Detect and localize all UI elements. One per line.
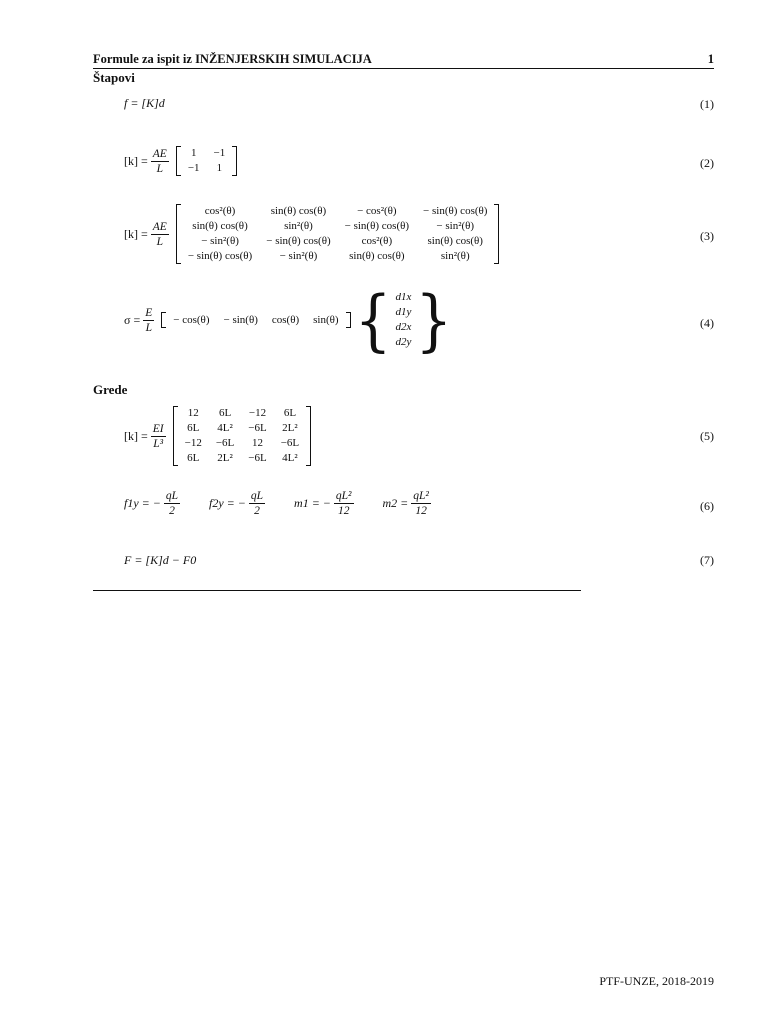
matrix-cell: − sin(θ) cos(θ) (266, 235, 331, 247)
matrix-cell: 2L² (217, 452, 233, 464)
document-title: Formule za ispit iz INŽENJERSKIH SIMULACIJA (93, 52, 372, 66)
header-rule (93, 68, 714, 69)
m1-expression: m1 = − $\frac{\text{qL²}}{12}$ (294, 490, 352, 517)
equation-3-fraction: $\frac{AE}{L}$ (152, 220, 167, 248)
right-brace: } (415, 280, 453, 360)
matrix-cell: 4L² (282, 452, 298, 464)
equation-2-number: (2) (700, 156, 714, 170)
matrix-cell: sin(θ) cos(θ) (427, 235, 483, 247)
matrix-cell: − sin²(θ) (436, 220, 475, 232)
matrix-cell: 6L (187, 422, 200, 434)
matrix-cell: sin²(θ) (284, 220, 313, 232)
matrix-cell: 12 (187, 407, 199, 419)
matrix-cell: 4L² (217, 422, 233, 434)
matrix-cell: 6L (187, 452, 200, 464)
matrix-cell: − sin²(θ) (279, 250, 318, 262)
row-vector-cell: sin(θ) (313, 313, 339, 326)
row-vector-cell: − sin(θ) (223, 313, 258, 326)
matrix-cell: 12 (252, 437, 263, 449)
equation-1-number: (1) (700, 97, 714, 111)
matrix-cell: sin²(θ) (440, 250, 470, 262)
equation-6-number: (6) (700, 499, 714, 513)
equation-4-number: (4) (700, 316, 714, 330)
matrix-cell: sin(θ) cos(θ) (192, 220, 248, 232)
matrix-cell: −1 (187, 162, 200, 174)
matrix-cell: −6L (215, 437, 235, 449)
equation-3-lhs: [k] = (124, 226, 148, 241)
page-number: 1 (707, 52, 714, 66)
vector-entry: d1y (395, 306, 412, 318)
equation-5-lhs: [k] = (124, 428, 148, 443)
matrix-cell: − sin²(θ) (201, 235, 239, 247)
equation-2-matrix (176, 146, 237, 176)
f2y-expression: f2y = − $\frac{qL}{2}$ (209, 490, 264, 517)
vector-entry: d1x (395, 291, 412, 303)
matrix-cell: cos²(θ) (361, 235, 393, 247)
equation-5-matrix (173, 406, 312, 466)
equation-5 (124, 406, 315, 466)
matrix-cell: sin(θ) cos(θ) (349, 250, 405, 262)
equation-1: f = [K]d (124, 96, 165, 110)
equation-3-number: (3) (700, 229, 714, 243)
matrix-cell: −6L (280, 437, 300, 449)
row-vector-cell: − cos(θ) (173, 313, 210, 326)
equation-3-matrix (176, 204, 500, 264)
matrix-cell: 1 (190, 147, 197, 159)
m2-expression: m2 = $\frac{\text{qL²}}{12}$ (382, 490, 429, 517)
matrix-cell: −6L (248, 422, 267, 434)
equation-6 (124, 490, 460, 517)
matrix-cell: 6L (218, 407, 232, 419)
equation-4 (124, 280, 453, 360)
equation-3 (124, 204, 503, 264)
equation-7-number: (7) (700, 553, 714, 567)
equation-4-column-vector (392, 290, 416, 350)
section-heading-stapovi: Štapovi (93, 70, 135, 85)
vector-entry: d2y (395, 336, 412, 348)
equation-4-lhs: σ = (124, 312, 141, 327)
equation-4-row-vector (161, 312, 350, 328)
equation-5-number: (5) (700, 429, 714, 443)
content-end-rule (93, 590, 581, 591)
matrix-cell: −1 (213, 147, 226, 159)
equation-2 (124, 146, 241, 176)
matrix-cell: −12 (248, 407, 267, 419)
matrix-cell: 1 (216, 162, 223, 174)
row-vector-cell: cos(θ) (271, 313, 300, 326)
equation-5-fraction: $\frac{EI}{\text{L³}}$ (152, 422, 164, 450)
equation-4-fraction: $\frac{E}{L}$ (145, 306, 153, 334)
equation-2-lhs: [k] = (124, 153, 148, 168)
vector-entry: d2x (395, 321, 412, 333)
equation-7: F = [K]d − F0 (124, 553, 197, 567)
f1y-expression: f1y = − $\frac{qL}{2}$ (124, 490, 179, 517)
matrix-cell: − sin(θ) cos(θ) (423, 205, 488, 217)
matrix-cell: − sin(θ) cos(θ) (344, 220, 410, 232)
matrix-cell: 2L² (282, 422, 298, 434)
matrix-cell: −6L (248, 452, 267, 464)
matrix-cell: cos²(θ) (204, 205, 236, 217)
matrix-cell: sin(θ) cos(θ) (270, 205, 327, 217)
matrix-cell: − cos²(θ) (357, 205, 397, 217)
footer-text: PTF-UNZE, 2018-2019 (599, 974, 714, 988)
matrix-cell: − sin(θ) cos(θ) (187, 250, 253, 262)
equation-2-fraction: $\frac{AE}{L}$ (152, 147, 167, 175)
matrix-cell: 6L (283, 407, 297, 419)
section-heading-grede: Grede (93, 382, 128, 397)
left-brace: { (354, 280, 392, 360)
matrix-cell: −12 (184, 437, 202, 449)
